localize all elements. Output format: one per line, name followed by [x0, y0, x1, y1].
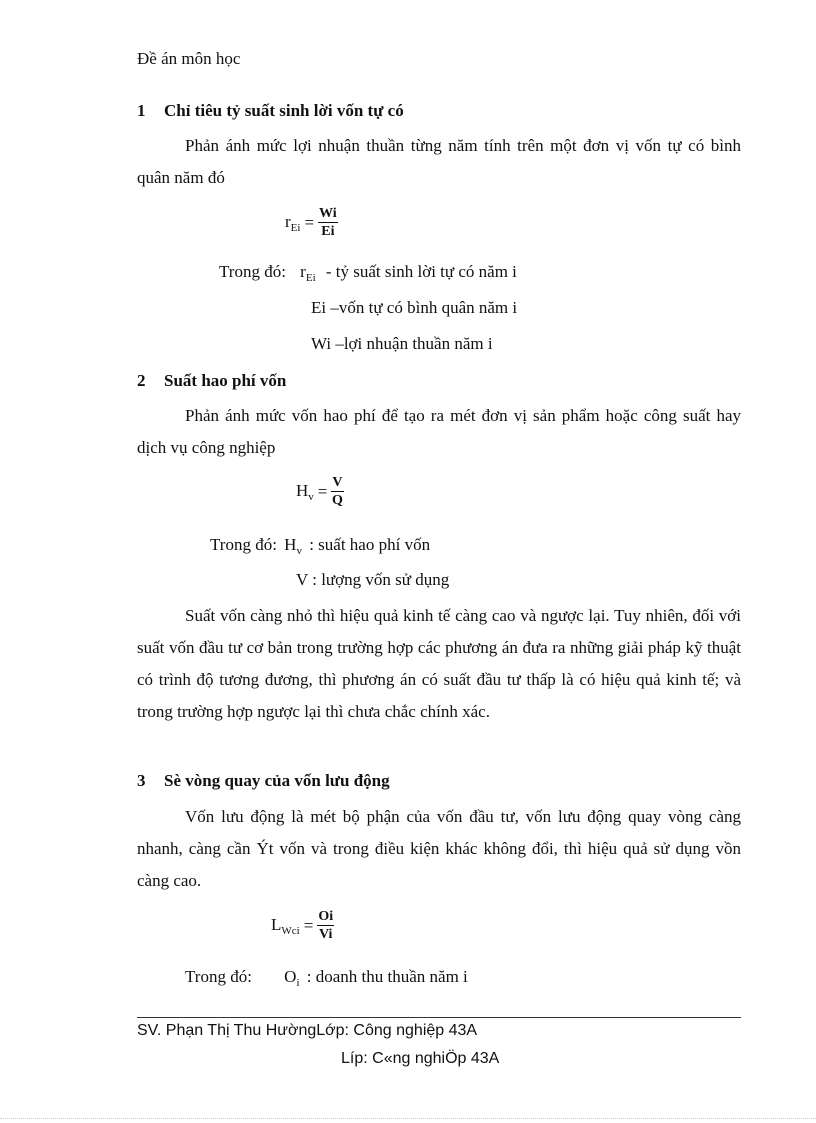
- section-1-paragraph: [137, 130, 741, 194]
- section-2-paragraph: [137, 400, 741, 464]
- paragraph-text: Vốn lưu động là mét bộ phận của vốn đầu tư, vốn lưu động quay vòng càng nhanh, càng cần Ýt vốn và trong điều kiện khác không đổi, thì hiệu quả sử dụng vồn càng cao.: [137, 807, 741, 890]
- formula-hv: [296, 474, 344, 509]
- formula-lwci: [271, 908, 334, 943]
- definition-row: Ei –vốn tự có bình quân năm i: [311, 298, 518, 317]
- page-bottom-border: [0, 1118, 816, 1119]
- formula-numerator: V: [332, 475, 343, 490]
- paragraph-text: Suất vốn càng nhỏ thì hiệu quả kinh tế càng cao và ngược lại. Tuy nhiên, đối với suất vốn đầu tư cơ bản trong trường hợp các phương án đưa ra những giải pháp kỹ thuật có trình độ tương đương, thì phương án có suất đầu tư thấp là có hiệu quả kinh tế; và trong trường hợp ngược lại thì chưa chắc chính xác.: [137, 606, 741, 721]
- section-title: Suất hao phí vốn: [164, 371, 287, 390]
- formula-denominator: Ei: [321, 224, 335, 239]
- footer-divider: [137, 1017, 741, 1018]
- formula-r-ei: [285, 205, 338, 240]
- definition-symbol: $r_{Ei}$: [300, 262, 316, 284]
- section-number: 1: [137, 101, 146, 120]
- definition-row: [210, 535, 430, 557]
- where-label: Trong đó:: [219, 262, 286, 281]
- footer-line-1: SV. Phạn Thị Thu HườngLớp: Công nghiệp 43A: [137, 1022, 478, 1039]
- formula-equals: =: [304, 212, 315, 232]
- formula-equals: =: [303, 915, 314, 935]
- formula-fraction: [317, 908, 334, 943]
- definition-symbol: $H_v$: [284, 535, 302, 557]
- section-2-paragraph-2: [137, 600, 741, 728]
- paragraph-text: Phản ánh mức lợi nhuận thuần từng năm tính trên một đơn vị vốn tự có bình quân năm đó: [137, 136, 741, 187]
- definition-text: : suất hao phí vốn: [309, 535, 431, 554]
- section-title: Chỉ tiêu tỷ suất sinh lời vốn tự có: [164, 101, 404, 120]
- definition-text: : doanh thu thuần năm i: [306, 967, 468, 986]
- paragraph-text: Phản ánh mức vốn hao phí để tạo ra mét đơn vị sản phẩm hoặc công suất hay dịch vụ công nghiệp: [137, 406, 741, 457]
- section-number: 2: [137, 371, 146, 390]
- definition-row: [185, 967, 468, 989]
- formula-lhs: $r_{Ei}$: [285, 211, 301, 234]
- page-header: Đề án môn học: [137, 49, 241, 68]
- definition-row: [219, 262, 517, 284]
- formula-fraction: [318, 205, 338, 240]
- definition-symbol: $O_i$: [284, 967, 300, 989]
- section-3-paragraph: [137, 801, 741, 897]
- where-label: Trong đó:: [210, 535, 277, 554]
- formula-lhs: $L_{Wci}$: [271, 914, 300, 937]
- section-1-heading: [137, 101, 404, 121]
- formula-numerator: Oi: [318, 909, 334, 924]
- formula-numerator: Wi: [319, 206, 337, 221]
- section-title: Sè vòng quay của vốn lưu động: [164, 771, 390, 790]
- formula-denominator: Q: [331, 493, 343, 508]
- formula-equals: =: [317, 481, 328, 501]
- section-number: 3: [137, 771, 146, 790]
- formula-denominator: Vi: [318, 927, 333, 942]
- formula-lhs: $H_v$: [296, 480, 314, 503]
- definition-text: - tỷ suất sinh lời tự có năm i: [325, 262, 517, 281]
- definition-row: Wi –lợi nhuận thuần năm i: [311, 334, 493, 353]
- formula-fraction: [331, 474, 343, 509]
- section-2-heading: [137, 371, 286, 391]
- definition-row: V : lượng vốn sử dụng: [296, 570, 450, 589]
- where-label: Trong đó:: [185, 967, 252, 986]
- section-3-heading: [137, 771, 390, 791]
- footer-line-2: Líp: C«ng nghiÖp 43A: [341, 1050, 500, 1067]
